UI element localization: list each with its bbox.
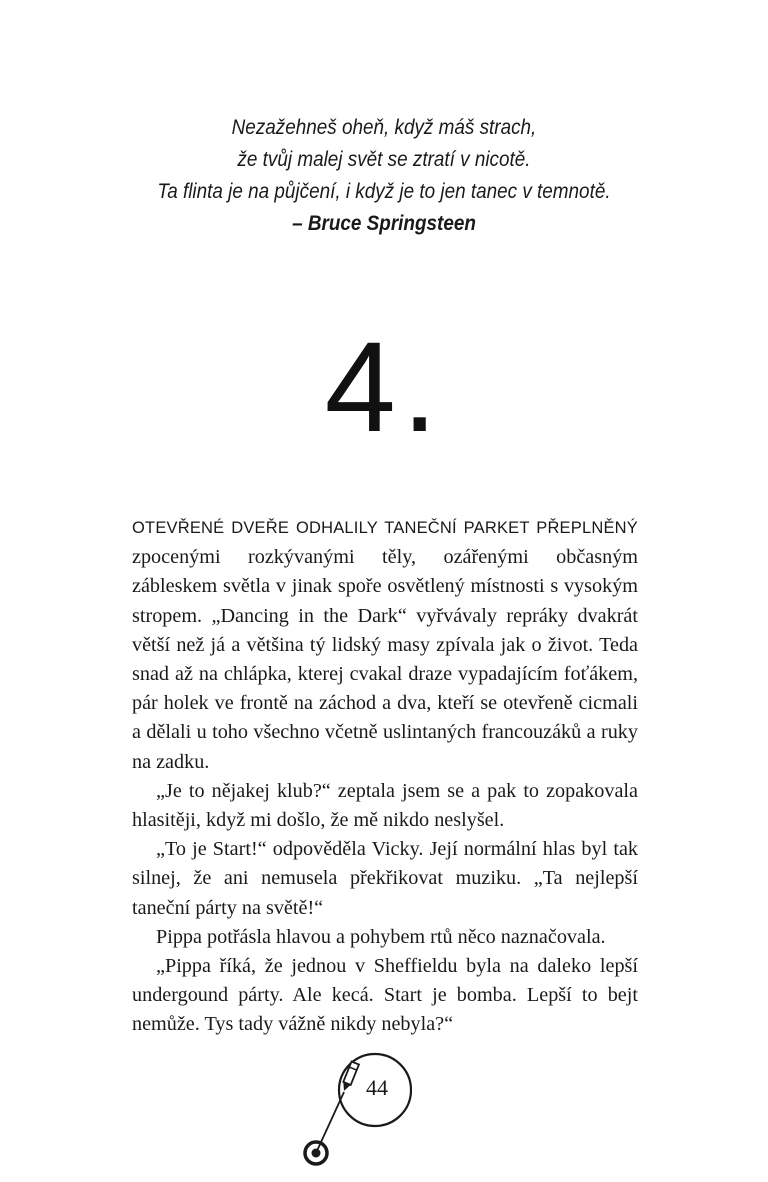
pen-target-icon: [300, 1048, 412, 1166]
chapter-body: [132, 513, 638, 1040]
paragraph-1-text: zpocenými rozkývanými těly, ozářenými občasným zábleskem světla v jinak spoře osvětlený místnosti s vysokým stropem. „Dancing in the Dark“ vyřvávaly repráky dvakrát větší než já a většina tý lidský masy zpívala jak o život. Teda snad až na chlápka, kterej cvakal draze vypadajícím foťákem, pár holek ve frontě na záchod a dva, kteří se otevřeně cicmali a dělali u toho všechno včetně uslintaných francouzáků a ruky na zadku.: [132, 546, 638, 773]
epigraph-line-2: že tvůj malej svět se ztratí v nicotě.: [237, 148, 531, 171]
epigraph-line-3: Ta flinta je na půjčení, i když je to jen tanec v temnotě.: [157, 180, 611, 203]
epigraph: [38, 112, 729, 240]
paragraph-4: Pippa potřásla hlavou a pohybem rtů něco naznačovala.: [156, 925, 606, 948]
paragraph-5: „Pippa říká, že jednou v Sheffieldu byla na daleko lepší undergound párty. Ale kecá. Start je bomba. Lepší to bejt nemůže. Tys tady vážně nikdy nebyla?“: [132, 955, 638, 1036]
paragraph-3: „To je Start!“ odpověděla Vicky. Její normální hlas byl tak silnej, že ani nemusela překřikovat muziku. „Ta nejlepší taneční párty na světě!“: [132, 838, 638, 919]
opening-smallcaps: OTEVŘENÉ DVEŘE ODHALILY TANEČNÍ PARKET PŘEPLNĚNÝ: [132, 519, 638, 537]
epigraph-line-1: Nezažehneš oheň, když máš strach,: [231, 116, 537, 139]
page-number: 44: [366, 1075, 388, 1100]
paragraph-1: [132, 513, 638, 777]
paragraph-2: „Je to nějakej klub?“ zeptala jsem se a pak to zopakovala hlasitěji, když mi došlo, že mě nikdo neslyšel.: [132, 779, 638, 832]
chapter-number: 4.: [324, 316, 444, 459]
epigraph-author: – Bruce Springsteen: [292, 212, 476, 235]
